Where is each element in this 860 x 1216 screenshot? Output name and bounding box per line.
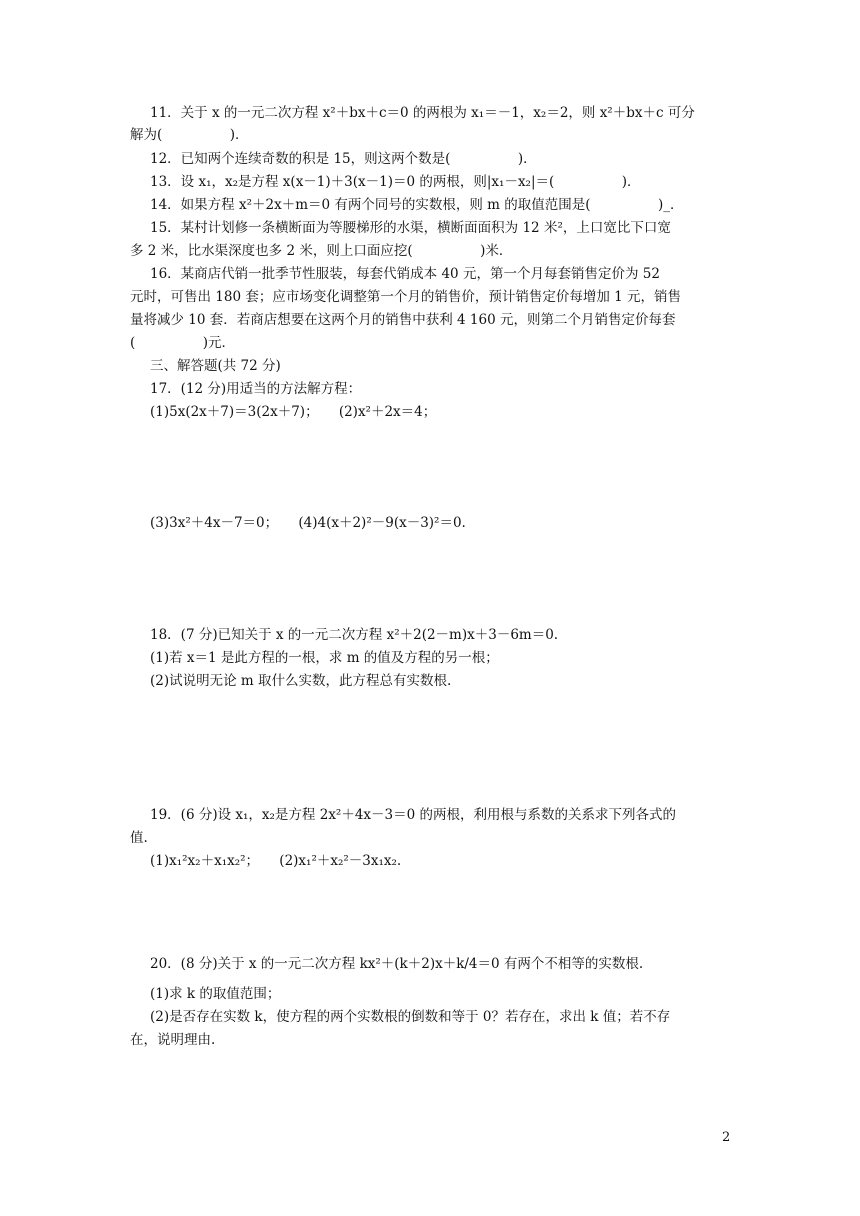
text-line: 19．(6 分)设 x₁，x₂是方程 2x²＋4x－3＝0 的两根，利用根与系数的关系求下列各式的 (150, 807, 677, 823)
text-line: (2)是否存在实数 k，使方程的两个实数根的倒数和等于 0？若存在，求出 k 值；若不存 (150, 1009, 671, 1025)
text-line: 值. (130, 830, 148, 846)
text-line: 量将减少 10 套．若商店想要在这两个月的销售中获利 4 160 元，则第二个月销售定价每套 (130, 312, 676, 328)
text-line: 在，说明理由. (130, 1032, 216, 1048)
text-line: 11．关于 x 的一元二次方程 x²＋bx＋c＝0 的两根为 x₁＝－1，x₂＝2，则 x²＋bx＋c 可分 (150, 105, 695, 121)
text-line: (2)试说明无论 m 取什么实数，此方程总有实数根. (150, 673, 452, 689)
text-line: (1)若 x＝1 是此方程的一根，求 m 的值及方程的另一根； (150, 650, 499, 666)
text-line: 三、解答题(共 72 分) (150, 358, 281, 374)
text-line: 13．设 x₁，x₂是方程 x(x－1)＋3(x－1)＝0 的两根，则|x₁－x₂|＝( )． (150, 174, 641, 190)
text-line: 18．(7 分)已知关于 x 的一元二次方程 x²＋2(2－m)x＋3－6m＝0. (150, 627, 559, 643)
text-line: 元时，可售出 180 套；应市场变化调整第一个月的销售价，预计销售定价每增加 1 元，销售 (130, 289, 682, 305)
text-line: ( )元． (130, 335, 236, 351)
text-line: 20．(8 分)关于 x 的一元二次方程 kx²＋(k＋2)x＋k/4＝0 有两个不相等的实数根. (150, 956, 644, 972)
text-line: 15．某村计划修一条横断面为等腰梯形的水渠，横断面面积为 12 米²，上口宽比下口宽 (150, 220, 671, 236)
text-line: 14．如果方程 x²＋2x＋m＝0 有两个同号的实数根，则 m 的取值范围是( )_． (150, 197, 684, 213)
text-line: (1)求 k 的取值范围； (150, 986, 281, 1002)
text-line: 17．(12 分)用适当的方法解方程： (150, 381, 362, 397)
text-line: 16．某商店代销一批季节性服装，每套代销成本 40 元，第一个月每套销售定价为 52 (150, 266, 660, 282)
text-line: 解为( )． (130, 127, 249, 143)
text-line: (3)3x²＋4x－7＝0； (4)4(x＋2)²－9(x－3)²＝0. (150, 515, 466, 531)
page-number: 2 (722, 1130, 731, 1145)
text-line: (1)5x(2x＋7)＝3(2x＋7)； (2)x²＋2x＝4； (150, 404, 437, 420)
text-line: 12．已知两个连续奇数的积是 15，则这两个数是( )． (150, 151, 537, 167)
text-line: 多 2 米，比水渠深度也多 2 米，则上口面应挖( )米． (130, 243, 513, 259)
text-line: (1)x₁²x₂＋x₁x₂²； (2)x₁²＋x₂²－3x₁x₂. (150, 853, 402, 869)
